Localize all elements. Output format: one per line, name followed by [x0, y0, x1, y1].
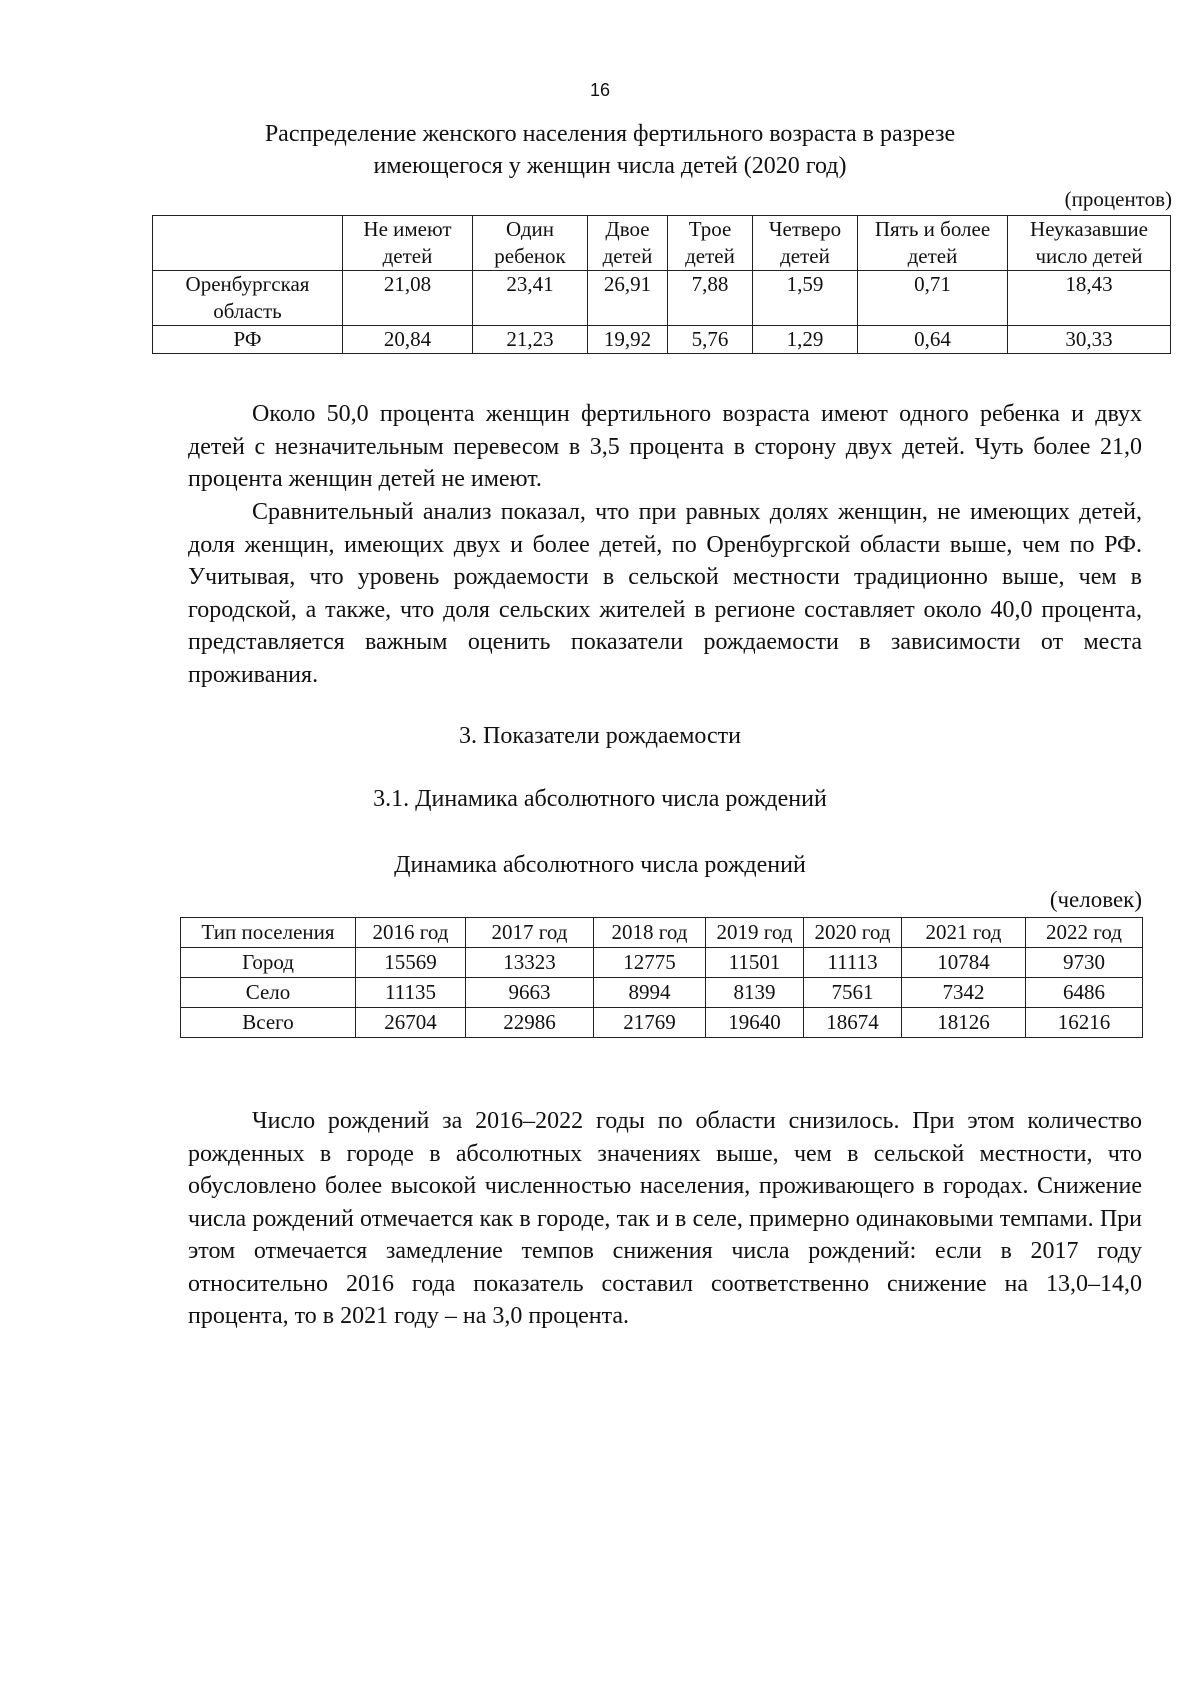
table-cell: 26,91 — [588, 271, 668, 326]
row-label: Оренбургская область — [153, 271, 343, 326]
table-cell: 21,08 — [343, 271, 473, 326]
row-label: Всего — [181, 1008, 356, 1038]
column-header: Четверо детей — [753, 216, 858, 271]
table-cell: 5,76 — [668, 326, 753, 354]
paragraph-comparative-analysis: Сравнительный анализ показал, что при равных долях женщин, не имеющих детей, доля женщин, имеющих двух и более детей, по Оренбургской области выше, чем по РФ. Учитывая, что уровень рождаемости в сельской местности традиционно выше, чем в городской, а также, что доля сельских жителей в регионе составляет около 40,0 процента, представляется важным оценить показатели рождаемости в зависимости от места проживания. — [188, 499, 1142, 688]
table-cell: 19,92 — [588, 326, 668, 354]
table-cell: 23,41 — [473, 271, 588, 326]
table1-title — [150, 118, 1070, 182]
table-cell: 9663 — [466, 978, 594, 1008]
table-cell: 19640 — [706, 1008, 804, 1038]
table-cell: 10784 — [902, 948, 1026, 978]
column-header: Тип поселения — [181, 918, 356, 948]
column-header: Неуказавшие число детей — [1008, 216, 1171, 271]
table-cell: 0,64 — [858, 326, 1008, 354]
table-cell: 7561 — [804, 978, 902, 1008]
table-cell: 1,59 — [753, 271, 858, 326]
table1-unit: (процентов) — [1064, 187, 1172, 211]
table-cell: 1,29 — [753, 326, 858, 354]
column-header: 2018 год — [594, 918, 706, 948]
fertility-distribution-table — [152, 215, 1171, 354]
column-header: Двое детей — [588, 216, 668, 271]
table-row — [153, 326, 1171, 354]
table-corner-cell — [153, 216, 343, 271]
table-cell: 22986 — [466, 1008, 594, 1038]
table-cell: 26704 — [356, 1008, 466, 1038]
table-cell: 12775 — [594, 948, 706, 978]
table-row — [153, 271, 1171, 326]
column-header: Один ребенок — [473, 216, 588, 271]
table-row — [181, 1008, 1143, 1038]
table1-title-line2: имеющегося у женщин числа детей (2020 год) — [373, 153, 847, 179]
column-header: 2021 год — [902, 918, 1026, 948]
table-cell: 18674 — [804, 1008, 902, 1038]
paragraph-fertility-summary: Около 50,0 процента женщин фертильного возраста имеют одного ребенка и двух детей с незначительным перевесом в 3,5 процента в сторону двух детей. Чуть более 21,0 процента женщин детей не имеют. — [188, 401, 1142, 492]
table-cell: 18,43 — [1008, 271, 1171, 326]
table-cell: 6486 — [1026, 978, 1143, 1008]
column-header: 2016 год — [356, 918, 466, 948]
table-cell: 7,88 — [668, 271, 753, 326]
column-header: 2022 год — [1026, 918, 1143, 948]
births-dynamics-table — [180, 917, 1143, 1038]
table-cell: 8994 — [594, 978, 706, 1008]
table-cell: 0,71 — [858, 271, 1008, 326]
table-header-row — [153, 216, 1171, 271]
table-cell: 16216 — [1026, 1008, 1143, 1038]
table1-title-line1: Распределение женского населения фертильного возраста в разрезе — [264, 121, 956, 147]
column-header: Не имеют детей — [343, 216, 473, 271]
table2-title: Динамика абсолютного числа рождений — [394, 852, 806, 878]
table-cell: 13323 — [466, 948, 594, 978]
subsection-heading: 3.1. Динамика абсолютного числа рождений — [373, 786, 827, 812]
table-cell: 11135 — [356, 978, 466, 1008]
row-label: Город — [181, 948, 356, 978]
table-cell: 15569 — [356, 948, 466, 978]
table-cell: 11501 — [706, 948, 804, 978]
table-cell: 21,23 — [473, 326, 588, 354]
table2-unit: (человек) — [1049, 887, 1142, 912]
column-header: 2020 год — [804, 918, 902, 948]
column-header: 2019 год — [706, 918, 804, 948]
table-cell: 11113 — [804, 948, 902, 978]
table-header-row — [181, 918, 1143, 948]
column-header: Пять и более детей — [858, 216, 1008, 271]
table-row — [181, 948, 1143, 978]
row-label: Село — [181, 978, 356, 1008]
table-cell: 9730 — [1026, 948, 1143, 978]
table-cell: 30,33 — [1008, 326, 1171, 354]
paragraph-births-analysis: Число рождений за 2016–2022 годы по области снизилось. При этом количество рожденных в городе в абсолютных значениях выше, чем в сельской местности, что обусловлено более высокой численностью населения, проживающего в городах. Снижение числа рождений отмечается как в городе, так и в селе, примерно одинаковыми темпами. При этом отмечается замедление темпов снижения числа рождений: если в 2017 году относительно 2016 года показатель составил соответственно снижение на 13,0–14,0 процента, то в 2021 году – на 3,0 процента. — [188, 1108, 1142, 1329]
table-cell: 20,84 — [343, 326, 473, 354]
table-cell: 21769 — [594, 1008, 706, 1038]
table-cell: 18126 — [902, 1008, 1026, 1038]
column-header: 2017 год — [466, 918, 594, 948]
row-label: РФ — [153, 326, 343, 354]
section-heading: 3. Показатели рождаемости — [458, 723, 742, 749]
table-row — [181, 978, 1143, 1008]
table-cell: 8139 — [706, 978, 804, 1008]
column-header: Трое детей — [668, 216, 753, 271]
page-number: 16 — [589, 80, 611, 100]
table-cell: 7342 — [902, 978, 1026, 1008]
